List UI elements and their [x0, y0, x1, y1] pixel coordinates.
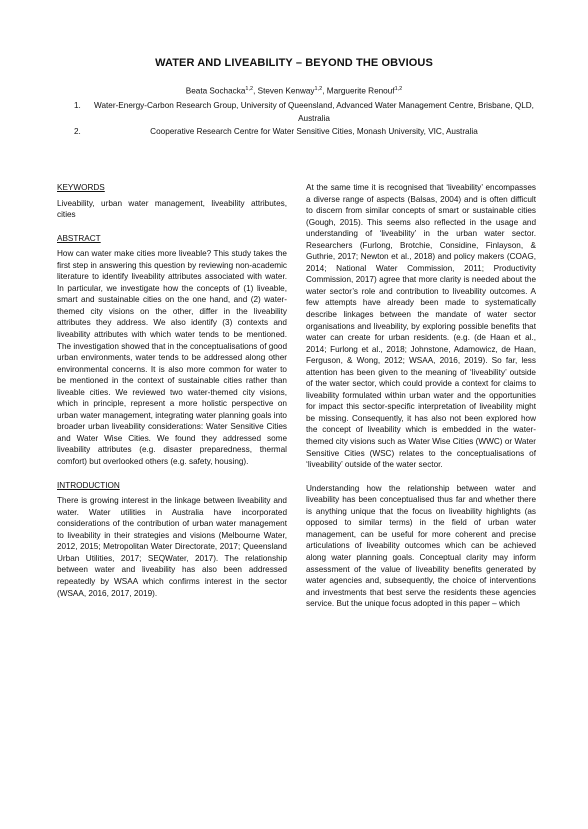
left-column: [57, 182, 287, 599]
abstract-heading: ABSTRACT: [57, 233, 101, 243]
author-affiliation-marker: 1,2: [245, 86, 254, 92]
author-list: [0, 86, 588, 96]
keywords-text: Liveability, urban water management, liveability attributes, cities: [57, 198, 287, 220]
affiliation-number: 2.: [74, 127, 81, 136]
paper-title: WATER AND LIVEABILITY – BEYOND THE OBVIOUS: [155, 57, 433, 69]
author-affiliation-marker: 1,2: [394, 86, 403, 92]
affiliation-number: 1.: [74, 101, 81, 110]
affiliation-item: [74, 99, 534, 125]
author-name: Marguerite Renouf: [326, 86, 395, 96]
author-name: Steven Kenway: [257, 86, 315, 96]
author-separator: ,: [253, 86, 258, 96]
body-paragraph: Understanding how the relationship between water and liveability has been conceptualised thus far and whether there is anything unique that the focus on liveability highlights (as opposed to similar terms) in the field of urban water management, can be useful for more coherent and precise articulations of liveability outcomes which can be achieved along water planning goals. Conceptual clarity may inform assessment of the value of liveability benefits generated by water agencies and, subsequently, the choice of interventions and investments that best serve the residents these agencies service. But the unique focus adopted in this paper – which: [306, 483, 536, 609]
abstract-text: How can water make cities more liveable? This study takes the first step in answering this question by reviewing non-academic literature to identify liveability attributes associated with water. In particular, we investigate how the concepts of (1) liveable, smart and sustainable cities on the one hand, and (2) water-themed city visions on the other, differ in the liveability attributes they address. We also identify (3) contexts and liveability attributes with which water tends to be mentioned. The investigation showed that in the conceptualisations of good urban environments, water tends to be addressed along other environmental concerns. It is also more common for water to be mentioned in the context of sustainable cities rather than liveable cities. We reviewed two water-themed city visions, which in principle, represent a more holistic perspective on urban water management, integrating water planning goals into broader urban liveability considerations: Water Sensitive Cities and Water Wise Cities. We found they addressed some liveability attributes (e.g. disaster preparedness, thermal comfort) but overlooked others (e.g. safety, housing).: [57, 249, 287, 467]
introduction-heading: INTRODUCTION: [57, 480, 120, 490]
affiliation-item: [74, 125, 534, 138]
right-column: [306, 182, 536, 610]
affiliation-list: [74, 99, 534, 138]
introduction-text: There is growing interest in the linkage between liveability and water. Water utilities in Australia have incorporated considerations of the contribution of urban water management to liveability in their strategies and visions (Melbourne Water, 2012, 2015; Metropolitan Water Directorate, 2017; Queensland Urban Utilities, 2017; SEQWater, 2017). The relationship between water and liveability has also been addressed repeatedly by WSAA which confirms interest in the sector (WSAA, 2016, 2017, 2019).: [57, 496, 287, 598]
body-paragraph: At the same time it is recognised that ‘liveability’ encompasses a diverse range of aspects (Balsas, 2004) and is often difficult to discern from similar concepts of smart or sustainable cities (Gough, 2015). This seems also reflected in the usage and understanding of ‘liveability’ in the urban water sector. Researchers (Furlong, Brotchie, Considine, Finlayson, & Guthrie, 2017; Newton et al., 2018) and policy makers (COAG, 2014; National Water Commission, 2011; Productivity Commission, 2017) agree that more clarity is needed about the water sector’s role and contribution to liveability outcomes. A few attempts have already been made to systematically describe linkages between the mandate of water sector organisations and liveability, by exploring possible benefits that water can create for urban residents. (e.g. (de Haan et al., 2014; Furlong et al., 2018; Johnstone, Adamowicz, de Haan, Ferguson, & Wong, 2012; WSAA, 2016, 2019). So far, less attention has been given to the meaning of ‘liveability’ outside of the water sector, which could provide a context for claims to liveability formulated within urban water and the opportunities for impact this sector-specific interpretation of liveability might be missing. Consequently, it has also not been explored how the concept of liveability which is embedded in the water-themed city visions such as Water Wise Cities (WWC) or Water Sensitive Cities (WSC) relates to the conceptualisations of ‘liveability’ outside of the water sector.: [306, 183, 536, 470]
affiliation-text: Water-Energy-Carbon Research Group, University of Queensland, Advanced Water Management Centre, Brisbane, QLD, Australia: [94, 101, 534, 123]
author-name: Beata Sochacka: [185, 86, 246, 96]
author-affiliation-marker: 1,2: [314, 86, 323, 92]
keywords-heading: KEYWORDS: [57, 183, 105, 192]
affiliation-text: Cooperative Research Centre for Water Sensitive Cities, Monash University, VIC, Australia: [150, 127, 478, 136]
author-separator: ,: [322, 86, 327, 96]
